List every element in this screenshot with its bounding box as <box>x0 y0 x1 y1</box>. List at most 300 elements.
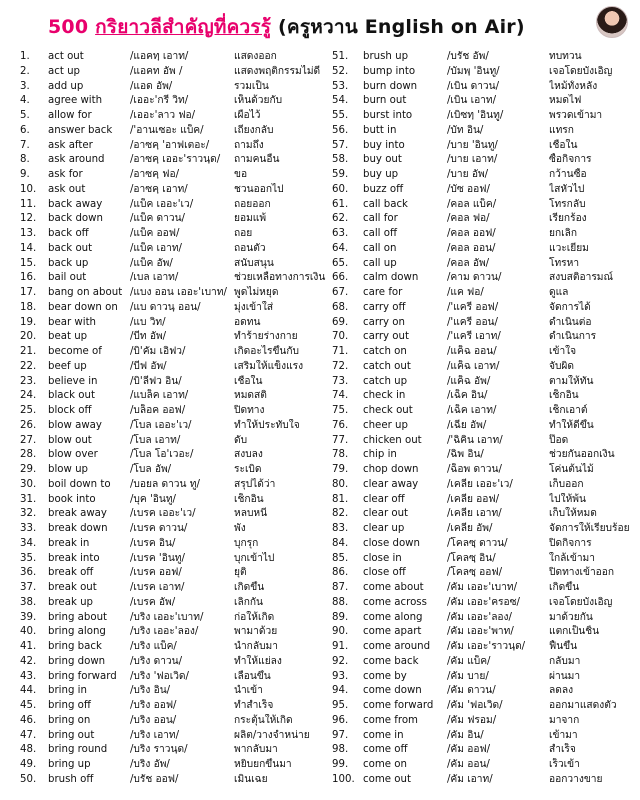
item-number: 90. <box>332 626 349 638</box>
meaning: ดับ <box>234 434 248 446</box>
list-item <box>20 611 330 626</box>
phrasal-verb: clear up <box>363 523 405 534</box>
list-item <box>332 463 640 478</box>
pronunciation: /คอล ออน/ <box>447 242 496 254</box>
pronunciation: /บอยล ดาวน ทู/ <box>130 478 200 490</box>
pronunciation: /อาซคฺ ฟอ/ <box>130 169 180 180</box>
meaning: แสดงออก <box>234 51 277 62</box>
item-number: 47. <box>20 729 37 741</box>
meaning: อดทน <box>234 316 261 328</box>
meaning: บุกรุก <box>234 537 259 549</box>
phrasal-verb: agree with <box>48 95 103 107</box>
list-item <box>20 301 330 316</box>
item-number: 85. <box>332 552 349 564</box>
phrasal-verb: bear down on <box>48 301 118 313</box>
pronunciation: /'แครี ออน/ <box>447 316 498 328</box>
pronunciation: /คัม เออะ'เบาท/ <box>447 582 518 593</box>
list-item <box>332 212 640 227</box>
phrasal-verb: check in <box>363 390 406 402</box>
phrasal-verb: bring off <box>48 700 91 711</box>
phrasal-verb: blow up <box>48 464 89 475</box>
meaning: ยกเลิก <box>549 228 578 239</box>
meaning: แวะเยี่ยม <box>549 242 589 254</box>
pronunciation: /เบรค ดาวน/ <box>130 523 188 534</box>
list-item <box>20 522 330 537</box>
item-number: 21. <box>20 346 37 357</box>
item-number: 80. <box>332 478 349 490</box>
right-column <box>332 50 640 788</box>
list-item <box>332 758 640 773</box>
phrasal-verb: call up <box>363 257 397 269</box>
item-number: 73. <box>332 375 349 387</box>
meaning: ปิดกิจการ <box>549 537 592 549</box>
phrasal-verb: buzz off <box>363 183 404 195</box>
phrasal-verb: close down <box>363 537 420 549</box>
meaning: หยิบยกขึ้นมา <box>234 759 292 770</box>
meaning: ยอมแพ้ <box>234 213 267 225</box>
pronunciation: /แบ็ค เออะ'เว/ <box>130 198 194 210</box>
meaning: ซื้อกิจการ <box>549 154 592 166</box>
item-number: 79. <box>332 464 349 475</box>
meaning: เสริมให้แข็งแรง <box>234 360 304 372</box>
list-item <box>20 507 330 522</box>
item-number: 76. <box>332 419 349 431</box>
phrasal-verb: carry off <box>363 301 406 313</box>
item-number: 24. <box>20 390 37 402</box>
list-item <box>20 212 330 227</box>
pronunciation: /แบ็ค เอาท/ <box>130 242 182 254</box>
pronunciation: /คัม ออฟ/ <box>447 744 491 756</box>
item-number: 65. <box>332 257 349 269</box>
phrasal-verb: check out <box>363 405 413 416</box>
meaning: เรียกร้อง <box>549 213 587 225</box>
pronunciation: /แบ็ค ดาวน/ <box>130 213 185 225</box>
list-item <box>332 596 640 611</box>
phrasal-verb: call on <box>363 242 397 254</box>
phrasal-verb: come forward <box>363 700 434 711</box>
pronunciation: /บิ'คัม เอิฟว/ <box>130 346 186 357</box>
phrasal-verb: break away <box>48 508 107 520</box>
meaning: เมินเฉย <box>234 773 268 785</box>
meaning: เช็กเอาต์ <box>549 405 588 416</box>
phrasal-verb: come across <box>363 596 427 608</box>
list-item <box>20 80 330 95</box>
pronunciation: /บริง อัพ/ <box>130 759 170 770</box>
item-number: 67. <box>332 287 349 298</box>
item-number: 87. <box>332 582 349 593</box>
item-number: 22. <box>20 360 37 372</box>
item-number: 10. <box>20 183 37 195</box>
meaning: เก็บออก <box>549 478 584 490</box>
list-item <box>332 389 640 404</box>
item-number: 45. <box>20 700 37 711</box>
phrasal-verb: brush up <box>363 51 409 62</box>
pronunciation: /เบรค 'อินทู/ <box>130 552 185 564</box>
phrasal-verb: break in <box>48 537 90 549</box>
item-number: 9. <box>20 169 30 180</box>
pronunciation: /บาย เอาท/ <box>447 154 498 166</box>
phrasal-verb: brush off <box>48 773 94 785</box>
pronunciation: /คัม เออะ'พาท/ <box>447 626 514 638</box>
item-number: 7. <box>20 139 30 151</box>
meaning: พัง <box>234 523 246 534</box>
phrasal-verb: act up <box>48 65 81 77</box>
phrasal-verb: believe in <box>48 375 98 387</box>
item-number: 46. <box>20 714 37 726</box>
pronunciation: /คัม ออน/ <box>447 759 490 770</box>
list-item <box>20 552 330 567</box>
phrasal-verb: come back <box>363 655 419 667</box>
meaning: ปิดทาง <box>234 405 265 416</box>
list-item <box>332 50 640 65</box>
list-item <box>20 227 330 242</box>
item-number: 57. <box>332 139 349 151</box>
list-item <box>20 478 330 493</box>
meaning: สงบสติอารมณ์ <box>549 272 613 284</box>
list-item <box>332 271 640 286</box>
meaning: ก่อให้เกิด <box>234 611 275 623</box>
item-number: 82. <box>332 508 349 520</box>
pronunciation: /แอคทฺ เอาท/ <box>130 51 189 62</box>
pronunciation: /บริง ดาวน/ <box>130 655 183 667</box>
meaning: เข้าใจ <box>549 346 577 357</box>
phrasal-verb: block off <box>48 405 92 416</box>
list-item <box>20 271 330 286</box>
pronunciation: /บริง ออฟ/ <box>130 700 177 711</box>
pronunciation: /บิ'ลีฟว อิน/ <box>130 375 182 387</box>
list-item <box>332 552 640 567</box>
list-item <box>20 566 330 581</box>
item-number: 89. <box>332 611 349 623</box>
pronunciation: /แค็ฉ ออน/ <box>447 346 497 357</box>
list-item <box>332 743 640 758</box>
list-item <box>332 493 640 508</box>
item-number: 1. <box>20 51 30 62</box>
pronunciation: /บาย 'อินทู/ <box>447 139 498 151</box>
pronunciation: /คัม ฟรอม/ <box>447 714 497 726</box>
phrasal-verb: back off <box>48 228 89 239</box>
meaning: ทำให้ประทับใจ <box>234 419 300 431</box>
pronunciation: /แบง ออน เออะ'เบาท/ <box>130 287 227 298</box>
item-number: 64. <box>332 242 349 254</box>
phrasal-verb: become of <box>48 346 102 357</box>
meaning: บุกเข้าไป <box>234 552 275 564</box>
item-number: 32. <box>20 508 37 520</box>
pronunciation: /บริง 'ฟอเวิด/ <box>130 670 189 682</box>
item-number: 29. <box>20 464 37 475</box>
list-item <box>20 463 330 478</box>
phrasal-verb: come around <box>363 641 431 652</box>
list-item <box>20 198 330 213</box>
meaning: พรวดเข้ามา <box>549 110 603 121</box>
phrasal-verb: clear away <box>363 478 419 490</box>
phrasal-verb: calm down <box>363 272 419 284</box>
phrasal-verb: blow away <box>48 419 102 431</box>
item-number: 59. <box>332 169 349 180</box>
list-item <box>332 640 640 655</box>
meaning: ทบทวน <box>549 51 582 62</box>
pronunciation: /เบรค อิน/ <box>130 537 176 549</box>
item-number: 44. <box>20 685 37 697</box>
pronunciation: /เออะ'ลาว ฟอ/ <box>130 110 196 121</box>
item-number: 71. <box>332 346 349 357</box>
item-number: 2. <box>20 65 30 77</box>
list-item <box>20 758 330 773</box>
meaning: จัดการได้ <box>549 301 591 313</box>
item-number: 68. <box>332 301 349 313</box>
item-number: 27. <box>20 434 37 446</box>
meaning: หมดสติ <box>234 390 267 402</box>
list-item <box>332 522 640 537</box>
list-item <box>20 729 330 744</box>
meaning: ถอยออก <box>234 198 271 210</box>
meaning: ยุติ <box>234 567 247 579</box>
phrasal-verb: buy out <box>363 154 402 166</box>
list-item <box>20 360 330 375</box>
list-item <box>332 448 640 463</box>
pronunciation: /เบรค เอาท/ <box>130 582 185 593</box>
meaning: เชื่อใน <box>549 139 578 151</box>
list-item <box>20 94 330 109</box>
phrasal-verb: carry on <box>363 316 405 328</box>
pronunciation: /ฉิพ อิน/ <box>447 449 484 461</box>
pronunciation: /'ฉิคิน เอาท/ <box>447 434 503 446</box>
pronunciation: /คัม เออะ'ราวนฺด/ <box>447 641 526 652</box>
meaning: ถามถึง <box>234 139 264 151</box>
pronunciation: /แบ็ค อัพ/ <box>130 257 173 269</box>
list-item <box>20 330 330 345</box>
item-number: 62. <box>332 213 349 225</box>
meaning: เจอโดยบังเอิญ <box>549 596 613 608</box>
item-number: 42. <box>20 655 37 667</box>
item-number: 17. <box>20 287 37 298</box>
list-item <box>20 139 330 154</box>
meaning: ผ่านมา <box>549 670 581 682</box>
meaning: ไสหัวไป <box>549 183 585 195</box>
phrasal-verb: catch out <box>363 360 411 372</box>
meaning: เลิกกัน <box>234 596 264 608</box>
phrasal-verb: catch on <box>363 346 407 357</box>
meaning: ผลิต/วางจำหน่าย <box>234 729 310 741</box>
avatar <box>596 6 628 38</box>
meaning: สำเร็จ <box>549 744 576 756</box>
item-number: 96. <box>332 714 349 726</box>
phrasal-verb: book into <box>48 493 96 505</box>
meaning: เชื่อใน <box>234 375 263 387</box>
item-number: 34. <box>20 537 37 549</box>
list-item <box>20 581 330 596</box>
pronunciation: /คัม บาย/ <box>447 670 489 682</box>
pronunciation: /แบล็ค เอาท/ <box>130 390 189 402</box>
phrasal-verb: chicken out <box>363 434 422 446</box>
pronunciation: /บริง ออน/ <box>130 714 177 726</box>
item-number: 25. <box>20 405 37 416</box>
meaning: เกิดขึ้น <box>549 582 580 593</box>
meaning: ลดลง <box>549 685 574 697</box>
item-number: 38. <box>20 596 37 608</box>
list-item <box>332 566 640 581</box>
phrasal-verb: back down <box>48 213 103 225</box>
item-number: 54. <box>332 95 349 107</box>
list-item <box>20 640 330 655</box>
list-item <box>332 537 640 552</box>
item-number: 13. <box>20 228 37 239</box>
list-item <box>20 743 330 758</box>
meaning: เก็บให้หมด <box>549 508 597 520</box>
pronunciation: /บริง เอาท/ <box>130 729 180 741</box>
pronunciation: /โบล เออะ'เว/ <box>130 419 192 431</box>
list-item <box>20 257 330 272</box>
pronunciation: /บริง ราวนฺด/ <box>130 744 188 756</box>
item-number: 15. <box>20 257 37 269</box>
phrasal-verb: bring in <box>48 685 87 697</box>
item-number: 70. <box>332 331 349 343</box>
pronunciation: /คัม เออะ'ครอซ/ <box>447 596 520 608</box>
list-item <box>332 670 640 685</box>
meaning: ไปให้พ้น <box>549 493 586 505</box>
pronunciation: /คัม แบ็ค/ <box>447 655 491 667</box>
item-number: 40. <box>20 626 37 638</box>
item-number: 14. <box>20 242 37 254</box>
list-item <box>332 94 640 109</box>
pronunciation: /โคลซฺ ออฟ/ <box>447 567 502 579</box>
item-number: 100. <box>332 773 355 785</box>
item-number: 37. <box>20 582 37 593</box>
meaning: ช่วยกันออกเงิน <box>549 449 615 461</box>
meaning: หมดไฟ <box>549 95 582 107</box>
item-number: 11. <box>20 198 37 210</box>
header <box>0 0 640 48</box>
phrasal-verb: burst into <box>363 110 413 121</box>
list-item <box>332 625 640 640</box>
list-item <box>332 301 640 316</box>
item-number: 75. <box>332 405 349 416</box>
meaning: มาจาก <box>549 714 580 726</box>
item-number: 60. <box>332 183 349 195</box>
pronunciation: /โคลซฺ อิน/ <box>447 552 496 564</box>
meaning: นำเข้า <box>234 685 263 697</box>
meaning: ออกมาแสดงตัว <box>549 700 617 711</box>
meaning: ใกล้เข้ามา <box>549 552 595 564</box>
item-number: 19. <box>20 316 37 328</box>
meaning: จัดการให้เรียบร้อย <box>549 523 630 534</box>
item-number: 6. <box>20 124 30 136</box>
pronunciation: /โบล เอาท/ <box>130 434 181 446</box>
list-item <box>20 714 330 729</box>
item-number: 61. <box>332 198 349 210</box>
phrasal-verb: add up <box>48 80 84 92</box>
phrasal-verb: carry out <box>363 331 409 343</box>
list-item <box>332 714 640 729</box>
list-item <box>20 168 330 183</box>
list-item <box>332 611 640 626</box>
phrasal-verb: bail out <box>48 272 87 284</box>
meaning: เลื่อนขึ้น <box>234 670 271 682</box>
phrasal-verb: bring up <box>48 759 91 770</box>
item-number: 30. <box>20 478 37 490</box>
phrasal-verb: blow out <box>48 434 92 446</box>
list-item <box>332 168 640 183</box>
list-item <box>332 286 640 301</box>
phrasal-verb: call back <box>363 198 408 210</box>
pronunciation: /บัท อิน/ <box>447 124 484 136</box>
pronunciation: /บัซ ออฟ/ <box>447 183 490 195</box>
pronunciation: /บุค 'อินทู/ <box>130 493 176 505</box>
phrasal-verb: close off <box>363 567 406 579</box>
phrasal-verb: come along <box>363 611 423 623</box>
item-number: 66. <box>332 272 349 284</box>
phrasal-verb: come on <box>363 759 407 770</box>
pronunciation: /เบรค เออะ'เว/ <box>130 508 196 520</box>
item-number: 81. <box>332 493 349 505</box>
phrasal-verb: bear with <box>48 316 97 328</box>
list-item <box>332 684 640 699</box>
pronunciation: /คัม เออะ'ลอง/ <box>447 611 512 623</box>
item-number: 98. <box>332 744 349 756</box>
phrasal-verb: blow over <box>48 449 98 461</box>
item-number: 20. <box>20 331 37 343</box>
list-item <box>332 316 640 331</box>
meaning: ทำให้แย่ลง <box>234 655 282 667</box>
phrasal-verb: chip in <box>363 449 397 461</box>
pronunciation: /บริง แบ็ค/ <box>130 641 177 652</box>
meaning: หลบหนี <box>234 508 268 520</box>
list-item <box>20 434 330 449</box>
meaning: แสดงพฤติกรรมไม่ดี <box>234 65 321 77</box>
list-item <box>20 316 330 331</box>
meaning: ขอ <box>234 169 248 180</box>
meaning: กว้านซื้อ <box>549 169 587 180</box>
pronunciation: /เคลีย เออะ'เว/ <box>447 478 513 490</box>
phrasal-verb: buy into <box>363 139 405 151</box>
phrasal-verb: bring back <box>48 641 102 652</box>
pronunciation: /คัม เอาท/ <box>447 773 493 785</box>
pronunciation: /คาม ดาวน/ <box>447 272 502 284</box>
meaning: ตามให้ทัน <box>549 375 594 387</box>
phrasal-verb: chop down <box>363 464 419 475</box>
meaning: ระเบิด <box>234 464 262 475</box>
meaning: ช่วยเหลือทางการเงิน <box>234 272 326 284</box>
list-item <box>20 183 330 198</box>
pronunciation: /คัม 'ฟอเวิด/ <box>447 700 503 711</box>
meaning: กลับมา <box>549 655 581 667</box>
list-item <box>332 729 640 744</box>
meaning: รวมเป็น <box>234 80 269 92</box>
phrasal-verb: break into <box>48 552 100 564</box>
meaning: เจอโดยบังเอิญ <box>549 65 613 77</box>
list-item <box>20 448 330 463</box>
list-item <box>332 227 640 242</box>
phrasal-verb: burn down <box>363 80 418 92</box>
meaning: เร็วเข้า <box>549 759 580 770</box>
title-main: กริยาวลีสำคัญที่ควรรู้ <box>95 16 272 38</box>
item-number: 86. <box>332 567 349 579</box>
phrasal-verb: bring along <box>48 626 106 638</box>
item-number: 94. <box>332 685 349 697</box>
pronunciation: /แอด อัพ/ <box>130 80 173 92</box>
item-number: 8. <box>20 154 30 166</box>
pronunciation: /บริง เออะ'ลอง/ <box>130 626 199 638</box>
list-item <box>20 684 330 699</box>
phrasal-verb: come from <box>363 714 418 726</box>
list-item <box>332 183 640 198</box>
phrasal-verb: allow for <box>48 110 92 121</box>
list-item <box>20 50 330 65</box>
pronunciation: /แบ็ค ออฟ/ <box>130 228 180 239</box>
list-item <box>20 625 330 640</box>
meaning: นำกลับมา <box>234 641 278 652</box>
phrasal-verb: black out <box>48 390 95 402</box>
